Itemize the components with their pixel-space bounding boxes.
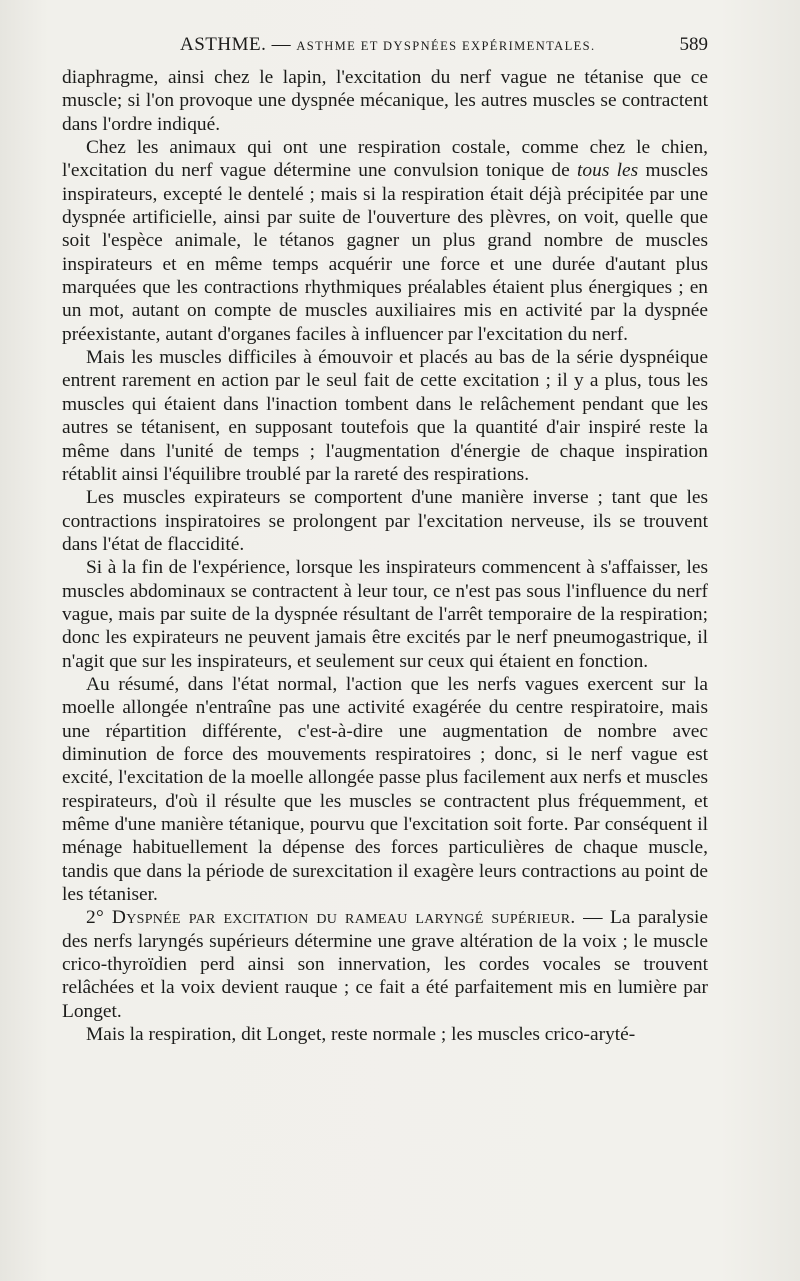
paragraph-2-emphasis: tous les xyxy=(577,160,639,182)
section-text: — La paralysie des nerfs laryngés supérieurs détermine une grave altération de la voix ; le muscle crico-thyroïdien perd ainsi son innervation, les cordes vocales se trouvent relâchées et la voix devient rauque ; ce fait a été parfaitement mis en lumière par Longet. xyxy=(62,907,708,1022)
section-heading: 2° Dyspnée par excitation du rameau laryngé supérieur. xyxy=(86,907,576,929)
paragraph-1: diaphragme, ainsi chez le lapin, l'excitation du nerf vague ne tétanise que ce muscle; si l'on provoque une dyspnée mécanique, les autres muscles se contractent dans l'ordre indiqué. xyxy=(62,67,708,135)
header-subtitle: ASTHME ET DYSPNÉES EXPÉRIMENTALES. xyxy=(296,39,596,53)
paragraph-2-start: Chez les animaux qui ont une respiration costale, comme chez le chien, l'excitation du nerf vague détermine une convulsion tonique de xyxy=(62,137,708,182)
running-header-title xyxy=(180,34,596,56)
header-title: ASTHME. xyxy=(180,34,267,55)
body-text xyxy=(62,66,708,1046)
section-paragraph xyxy=(62,906,708,1023)
paragraph-2-end: muscles inspirateurs, excepté le dentelé ; mais si la respiration était déjà précipitée par une dyspnée artificielle, ainsi par suite de l'ouverture des plèvres, on voit, quelle que soit l'espèce animale, le tétanos gagner un plus grand nombre de muscles inspirateurs et en même temps acquérir une force et une durée d'autant plus marquées que les contractions rhythmiques préalables étaient plus énergiques ; en un mot, autant on compte de muscles auxiliaires mis en activité par la dyspnée préexistante, autant d'organes faciles à influencer par l'excitation du nerf. xyxy=(62,160,708,345)
page-number: 589 xyxy=(679,34,708,55)
paragraph-6: Au résumé, dans l'état normal, l'action que les nerfs vagues exercent sur la moelle allongée n'entraîne pas une activité exagérée du centre respiratoire, mais une répartition différente, c'est-à-dire une augmentation de nombre avec diminution de force des mouvements respiratoires ; donc, si le nerf vague est excité, l'excitation de la moelle allongée passe plus facilement aux nerfs et muscles respirateurs, d'où il résulte que les muscles se contractent plus fréquemment, et même d'une manière tétanique, pourvu que l'excitation soit forte. Par conséquent il ménage habituellement la dépense des forces particulières de chaque muscle, tandis que dans la période de surexcitation il exagère leurs contractions au point de les tétaniser. xyxy=(62,673,708,906)
paragraph-2 xyxy=(62,136,708,346)
header-separator: — xyxy=(271,34,292,55)
paragraph-3: Mais les muscles difficiles à émouvoir et placés au bas de la série dyspnéique entrent rarement en action par le seul fait de cette excitation ; il y a plus, tous les muscles qui étaient dans l'inaction tombent dans le relâchement pendant que les autres se tétanisent, en supposant toutefois que la quantité d'air inspiré reste la même dans l'unité de temps ; l'augmentation d'énergie de chaque inspiration rétablit ainsi l'équilibre troublé par la rareté des respirations. xyxy=(62,347,708,485)
paragraph-4: Les muscles expirateurs se comportent d'une manière inverse ; tant que les contractions inspiratoires se prolongent par l'excitation nerveuse, ils se trouvent dans l'état de flaccidité. xyxy=(62,487,708,555)
paragraph-last: Mais la respiration, dit Longet, reste normale ; les muscles crico-aryté- xyxy=(86,1024,636,1046)
running-header xyxy=(60,34,708,58)
paragraph-5: Si à la fin de l'expérience, lorsque les inspirateurs commencent à s'affaisser, les muscles abdominaux se contractent à leur tour, ce n'est pas sous l'influence du nerf vague, mais par suite de la dyspnée résultant de l'arrêt temporaire de la respiration; donc les expirateurs ne peuvent jamais être excités par le nerf pneumogastrique, il n'agit que sur les inspirateurs, et seulement sur ceux qui étaient en fonction. xyxy=(62,557,708,672)
